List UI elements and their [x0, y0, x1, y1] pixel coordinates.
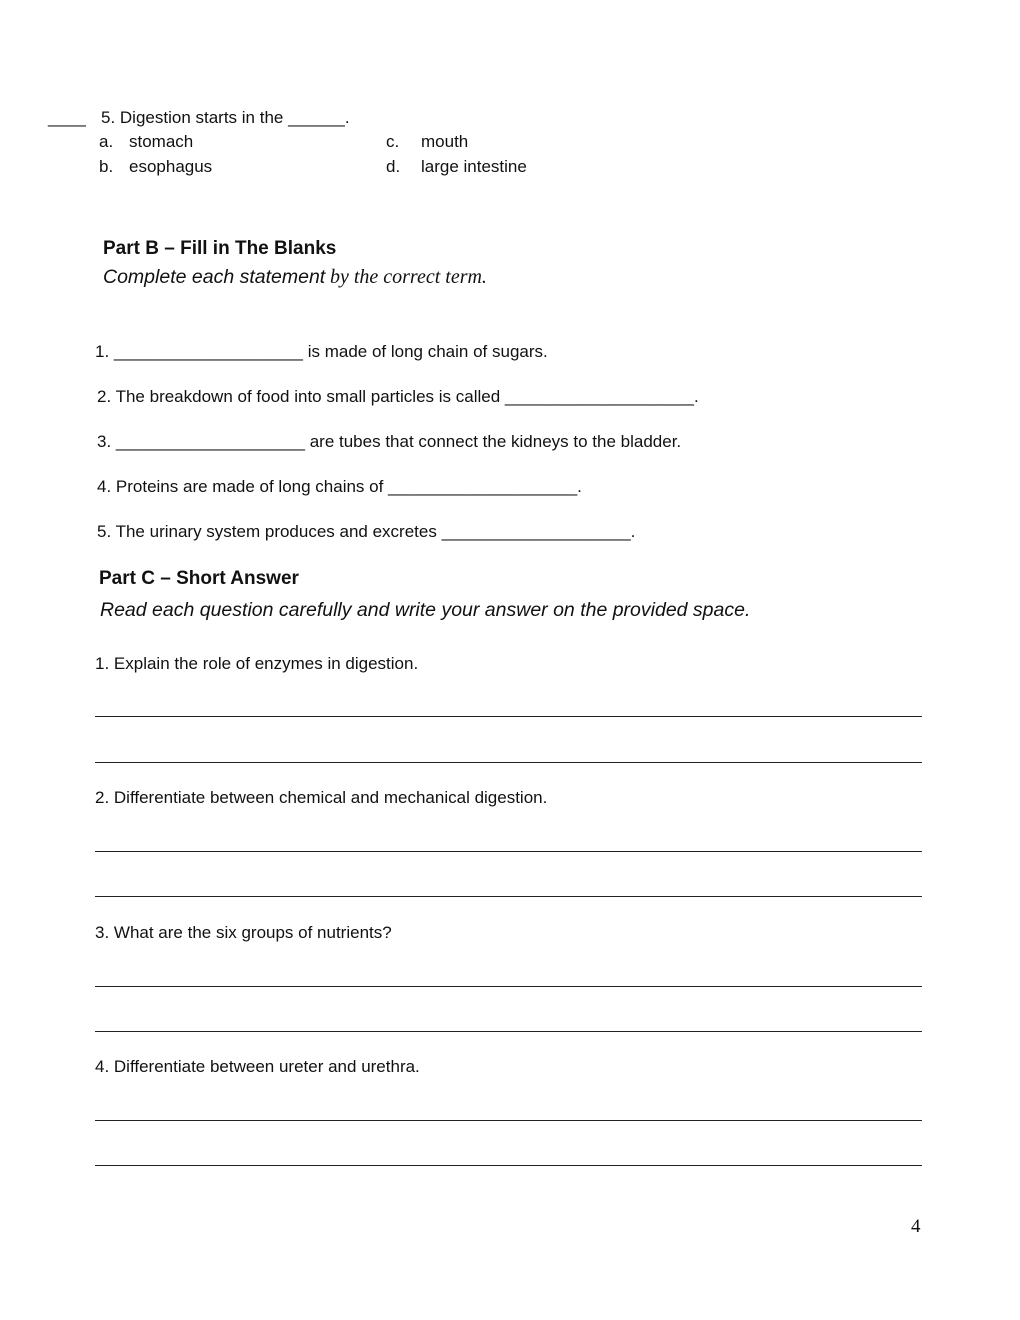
answer-line[interactable] [95, 1165, 922, 1166]
mc-option-d-text: large intestine [421, 157, 527, 176]
answer-line[interactable] [95, 986, 922, 987]
fill-blank-item-5: 5. The urinary system produces and excretes ____________________. [97, 522, 636, 541]
short-answer-question-1: 1. Explain the role of enzymes in digestion. [95, 654, 419, 673]
short-answer-question-3: 3. What are the six groups of nutrients? [95, 923, 392, 942]
fill-blank-item-3: 3. ____________________ are tubes that connect the kidneys to the bladder. [97, 432, 682, 451]
answer-line[interactable] [95, 716, 922, 717]
answer-line[interactable] [95, 851, 922, 852]
answer-line[interactable] [95, 1120, 922, 1121]
fill-blank-item-2: 2. The breakdown of food into small particles is called ____________________. [97, 387, 699, 406]
mc-option-b-letter: b. [99, 157, 114, 176]
mc-option-a-letter: a. [99, 132, 114, 151]
part-b-instruction-main: Complete each statement [103, 266, 326, 288]
mc-option-b-text: esophagus [129, 157, 213, 176]
short-answer-question-4: 4. Differentiate between ureter and urethra. [95, 1057, 420, 1076]
answer-line[interactable] [95, 896, 922, 897]
part-b-instruction [103, 266, 487, 289]
mc-option-d-letter: d. [386, 157, 401, 176]
mc-question: 5. Digestion starts in the ______. [101, 108, 350, 127]
mc-option-a-text: stomach [129, 132, 194, 151]
part-b-instruction-tail: by the correct term. [329, 266, 487, 288]
mc-option-c-text: mouth [421, 132, 469, 151]
fill-blank-item-1: 1. ____________________ is made of long chain of sugars. [95, 342, 548, 361]
fill-blank-item-4: 4. Proteins are made of long chains of ____________________. [97, 477, 582, 496]
short-answer-question-2: 2. Differentiate between chemical and mechanical digestion. [95, 788, 548, 807]
mc-option-c-letter: c. [386, 132, 400, 151]
answer-line[interactable] [95, 762, 922, 763]
part-c-title: Part C – Short Answer [99, 568, 299, 589]
answer-line[interactable] [95, 1031, 922, 1032]
answer-blank[interactable]: ____ [48, 108, 86, 127]
page-number: 4 [911, 1216, 921, 1237]
part-b-title: Part B – Fill in The Blanks [103, 238, 337, 259]
part-c-instruction: Read each question carefully and write your answer on the provided space. [100, 599, 751, 621]
